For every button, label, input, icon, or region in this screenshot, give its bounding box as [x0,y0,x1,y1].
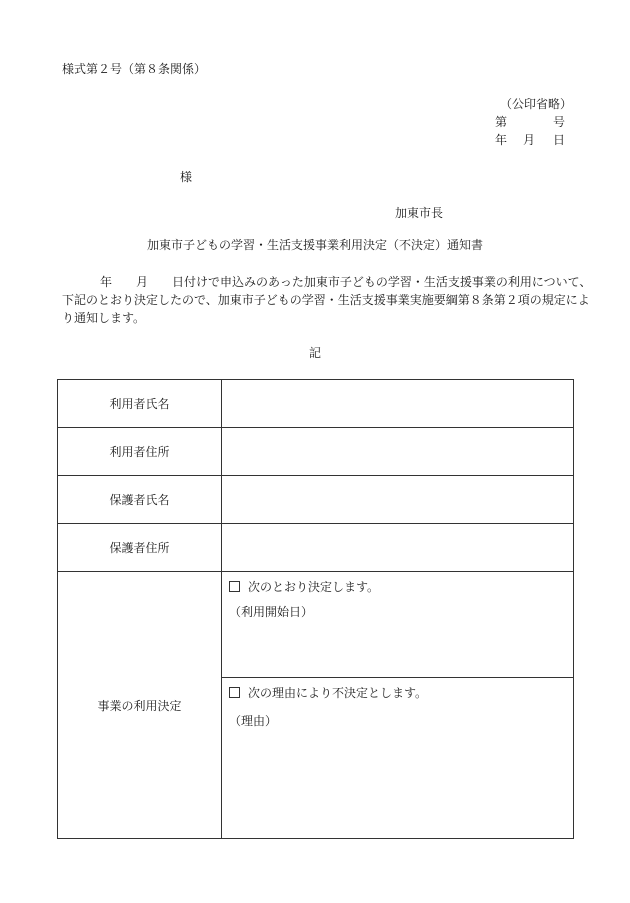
label-guardian-address: 保護者住所 [58,524,222,572]
approve-checkbox[interactable] [229,581,240,592]
approve-option [229,579,379,595]
document-date [495,132,566,148]
reject-checkbox[interactable] [229,687,240,698]
decision-table [57,379,574,839]
body-text [62,273,592,327]
field-user-name[interactable] [222,380,574,428]
document-number [495,114,566,130]
approve-label: 次のとおり決定します。 [248,580,380,594]
field-guardian-name[interactable] [222,476,574,524]
label-user-address: 利用者住所 [58,428,222,476]
field-guardian-address[interactable] [222,524,574,572]
decision-options [222,572,574,839]
table-row [58,380,574,428]
date-month: 月 [523,133,536,147]
date-day: 日 [553,133,566,147]
approve-section [222,572,573,678]
reject-label: 次の理由により不決定とします。 [248,686,428,700]
body-line-1 [62,273,592,291]
table-row [58,572,574,839]
body-year: 年 [100,275,113,289]
body-line-2: 下記のとおり決定したので、加東市子どもの学習・生活支援事業実施要綱第８条第２項の規定によ [62,293,590,307]
reject-section [222,678,573,838]
seal-omitted-note: （公印省略） [500,97,573,111]
field-user-address[interactable] [222,428,574,476]
label-user-name: 利用者氏名 [58,380,222,428]
issuer: 加東市長 [395,206,444,220]
reason-label: （理由） [229,714,278,728]
doc-number-prefix: 第 [495,115,508,129]
body-line-1-text: 日付けで申込みのあった加東市子どもの学習・生活支援事業の利用について、 [172,275,592,289]
reject-option [229,685,427,701]
ki-heading: 記 [308,346,321,360]
table-row [58,524,574,572]
table-row [58,428,574,476]
body-line-3: り通知します。 [62,311,146,325]
document-title: 加東市子どもの学習・生活支援事業利用決定（不決定）通知書 [146,238,483,252]
form-number: 様式第２号（第８条関係） [62,62,207,76]
date-year: 年 [495,133,508,147]
body-month: 月 [136,275,149,289]
doc-number-suffix: 号 [553,115,566,129]
label-guardian-name: 保護者氏名 [58,476,222,524]
table-row [58,476,574,524]
label-decision: 事業の利用決定 [58,572,222,839]
addressee: 様 [180,170,193,184]
start-date-label: （利用開始日） [229,605,314,619]
